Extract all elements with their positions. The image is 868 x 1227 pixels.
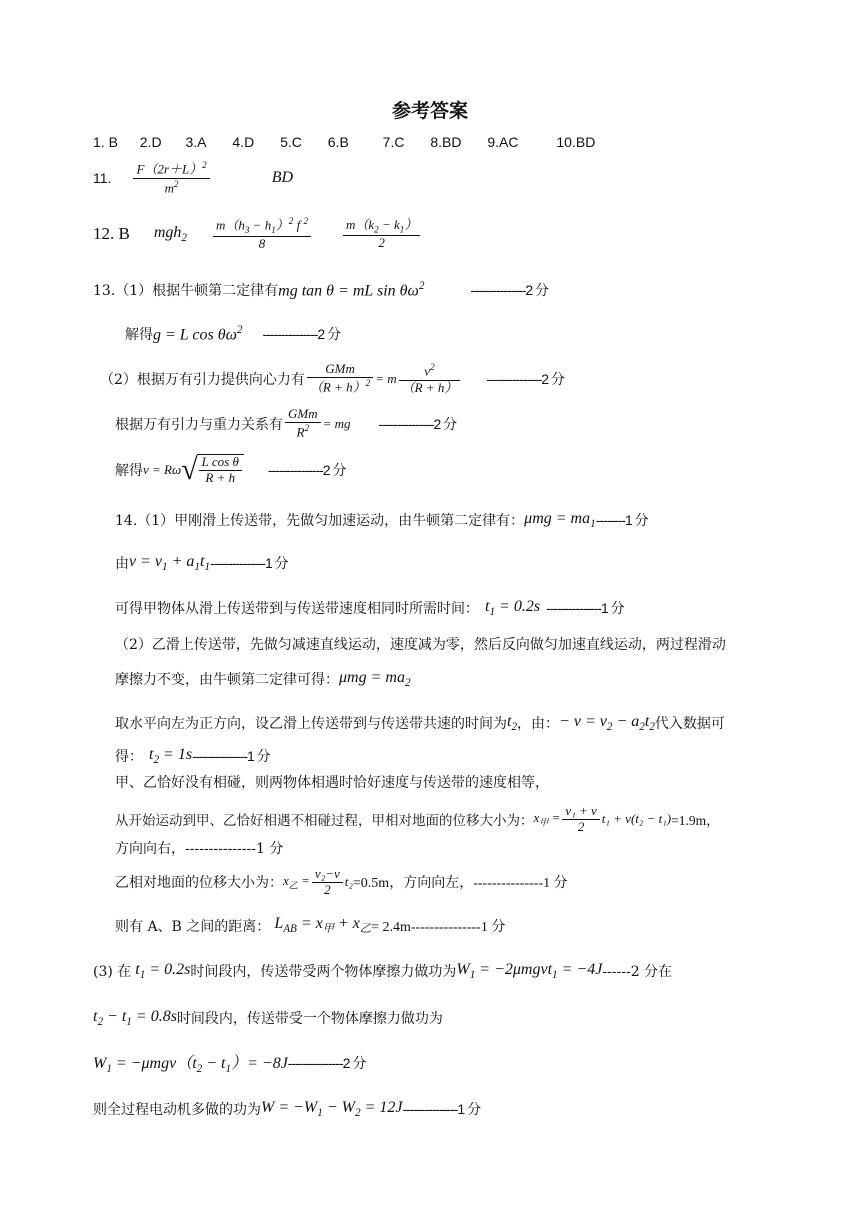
q14-line2: 由 $v = v_1 + a_1t_1$ ---------------1 分 <box>115 552 288 574</box>
q14-line10: 方向向右，---------------1 分 <box>115 841 284 857</box>
q14-3-line2: $t_2 - t_1 = 0.8s$ 时间段内，传送带受一个物体摩擦力做功为 <box>93 1007 443 1029</box>
q13-sqrt: √ $\frac{\text{L cos θ}}{R + h}$ <box>181 454 244 486</box>
q13-line5: 解得 v = Rω √ $\frac{\text{L cos θ}}{R + h}$ ---------------2 分 <box>115 453 346 486</box>
answer-5: 5.C <box>280 134 302 150</box>
answer-4: 4.D <box>232 134 255 150</box>
q13-line4: 根据万有引力与重力关系有 $\frac{\text{GMm}}{R^2}$ = mg ---------------2 分 <box>115 406 457 440</box>
q13-line2: 解得 g = L $\cos \theta\omega^2$ ---------------2 分 <box>125 323 341 344</box>
answer-10: 10.BD <box>556 134 596 150</box>
q12-expr2: $\frac{m(h_3 - h_1)^2 f ^2}{8}$ <box>213 216 311 251</box>
page-title: 参考答案 <box>392 100 469 122</box>
q13-line3: （2）根据万有引力提供向心力有 $\frac{\text{GMm}}{(R + h)^2}$ = m $\frac{v^2}{(R + h)}$ ---------------2 分 <box>100 361 564 395</box>
q14-line5: 摩擦力不变，由牛顿第二定律可得： $\mu mg = ma_2$ <box>115 668 411 690</box>
q14-line3: 可得甲物体从滑上传送带到与传送带速度相同时所需时间： $t_1 = 0.2s$ ---------------1 分 <box>115 597 624 619</box>
q11-fraction <box>133 160 209 196</box>
q14-line9: 从开始运动到甲、乙恰好相遇不相碰过程，甲相对地面的位移大小为： $x_甲$ = $\frac{\text{v₁ + v}}{2}$ t₁ + v(t₂ − t₁) =1.9m， <box>115 802 720 834</box>
q11-num: $F(2r+L)^2$ <box>133 160 209 178</box>
q14-line6: 取水平向左为正方向，设乙滑上传送带到与传送带共速的时间为 $t_2$ ，由： − $v = v_2 - a_2t_2$ 代入数据可 <box>115 712 725 734</box>
answers-row <box>93 134 595 150</box>
q12-expr3: $\frac{m(k_2 - k_1)}{2}$ <box>343 218 420 251</box>
q12-expr1: mgh$_2$ <box>153 223 187 245</box>
q14-line12: 则有 A、B 之间的距离： $L_{AB} = x_甲 + x_乙$ = 2.4m---------------1 分 <box>115 915 506 936</box>
q11-den: $m^2$ <box>164 178 179 195</box>
q12 <box>93 210 422 258</box>
q14-line7: 得： $t_2 = 1s$ ---------------1 分 <box>115 745 270 767</box>
q14-line11: 乙相对地面的位移大小为： $x_乙$ = $\frac{\text{v₂−v}}{2}$ t₂ =0.5m，方向向左，---------------1 分 <box>115 865 568 897</box>
q11-answer: BD <box>271 169 294 186</box>
q11 <box>93 158 293 198</box>
answer-6: 6.B <box>327 134 349 150</box>
q14-line1: 14.（1）甲刚滑上传送带，先做匀加速运动，由牛顿第二定律有： $\mu mg = ma_1$ --------1 分 <box>115 509 648 531</box>
answer-7: 7.C <box>382 134 405 150</box>
q12-label: 12. B <box>93 224 130 243</box>
answer-8: 8.BD <box>430 134 462 150</box>
q11-label: 11. <box>93 170 112 186</box>
answer-1: 1. B <box>93 134 118 150</box>
q14-line8: 甲、乙恰好没有相碰，则两物体相遇时恰好速度与传送带的速度相等， <box>115 775 549 791</box>
q13-line1: 13.（1）根据牛顿第二定律有 mg tan θ = mL $\sin \theta\omega^2$ ---------------2 分 <box>93 279 549 300</box>
answer-9: 9.AC <box>487 134 519 150</box>
answer-3: 3.A <box>185 134 207 150</box>
answer-2: 2.D <box>139 134 162 150</box>
q14-3-line1: (3) 在 $t_1 = 0.2s$ 时间段内，传送带受两个物体摩擦力做功为 $W_1$ = −2μmgvt$_1$ = −4J ------2 分在 <box>93 960 673 982</box>
q14-3-line4: 则全过程电动机多做的功为 $W = -W_1 - W_2 = 12J$ ---------------1 分 <box>93 1098 481 1120</box>
q14-3-line3: $W_1 = -\mu mgv(t_2 - t_1)= -8J$ ---------------2 分 <box>93 1055 366 1076</box>
q14-line4: （2）乙滑上传送带，先做匀减速直线运动，速度减为零，然后反向做匀加速直线运动，两过程滑动 <box>115 637 726 653</box>
q13-eq1: mg tan θ = mL $\sin \theta\omega^2$ <box>278 279 425 300</box>
q13-eq2: g = L $\cos \theta\omega^2$ <box>153 323 243 344</box>
